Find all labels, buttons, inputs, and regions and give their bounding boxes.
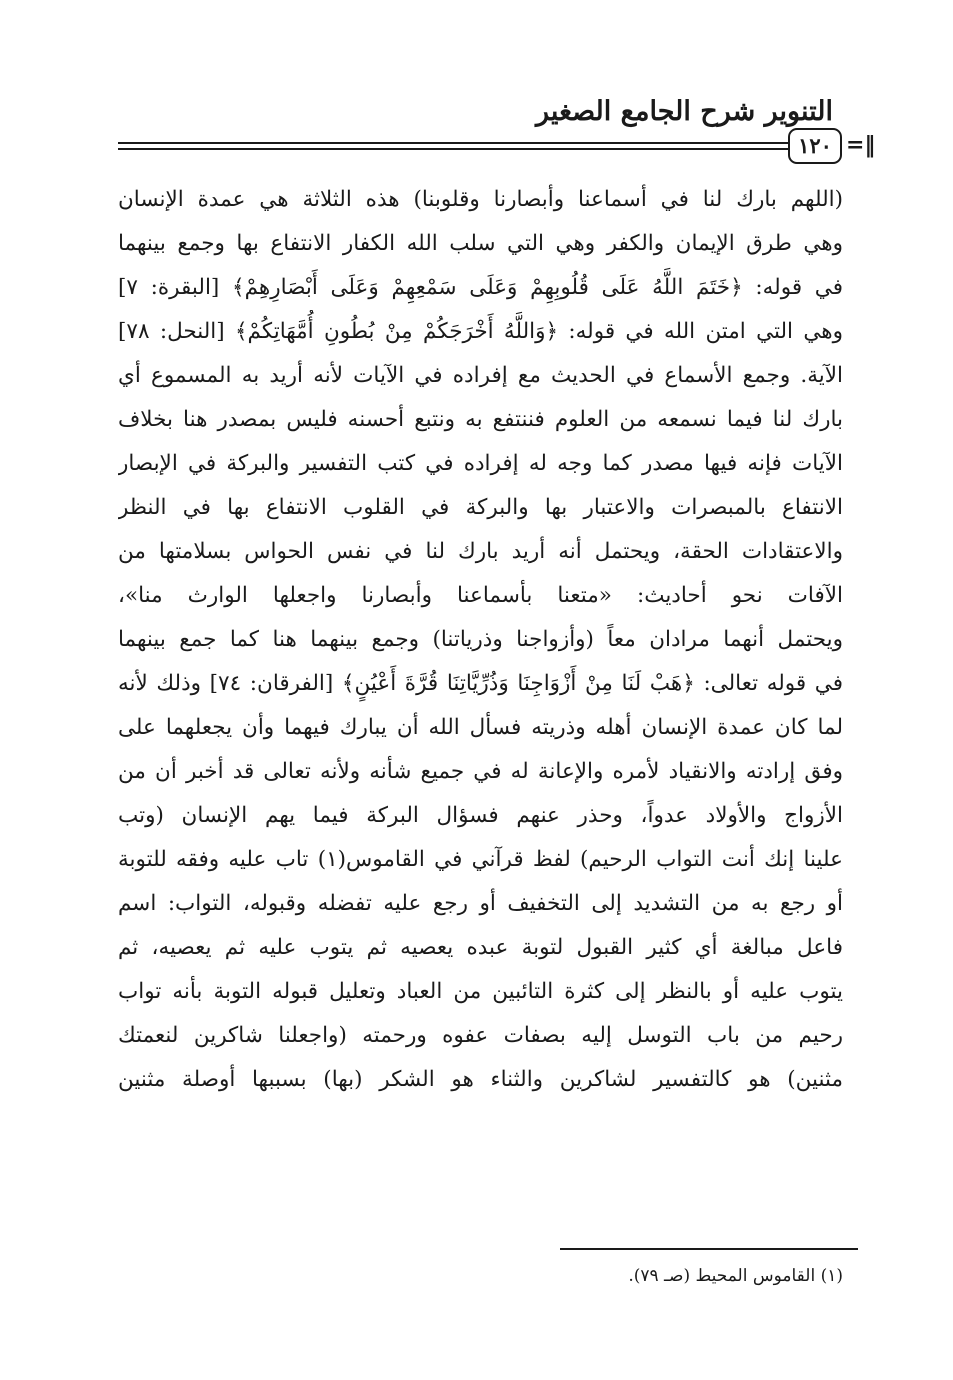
text-line: الانتفاع بالمبصرات والاعتبار بها والبركة في القلوب الانتفاع بها في النظر <box>118 495 843 520</box>
header-ornament: =‖ <box>846 132 876 158</box>
text-line: بارك لنا فيما نسمعه من العلوم فننتفع به ونتبع أحسنه فليس بمصدر هنا بخلاف <box>118 407 843 432</box>
text-line: الآيات فإنه فيها مصدر كما وجه له إفراده في كتب التفسير والبركة في الإبصار <box>118 451 843 476</box>
text-line: وهي طرق الإيمان والكفر وهي التي سلب الله الكفار الانتفاع بها وجمع بينهما <box>118 231 843 256</box>
text-line: وهي التي امتن الله في قوله: ﴿وَاللَّهُ أَخْرَجَكُمْ مِنْ بُطُونِ أُمَّهَاتِكُمْ﴾ [النحل: ٧٨] <box>118 319 843 344</box>
footnote-separator <box>560 1248 858 1250</box>
text-line: وفق إرادته والانقياد لأمره والإعانة له في جميع شأنه ولأنه تعالى قد أخبر أن من <box>118 759 843 784</box>
text-line: الآفات نحو أحاديث: «متعنا بأسماعنا وأبصارنا واجعلها الوارث منا»، <box>118 583 843 608</box>
text-line: في قوله: ﴿خَتَمَ اللَّهُ عَلَى قُلُوبِهِمْ وَعَلَى سَمْعِهِمْ وَعَلَى أَبْصَارِهِمْ﴾ [البقرة: ٧] <box>118 275 843 300</box>
text-line: في قوله تعالى: ﴿هَبْ لَنَا مِنْ أَزْوَاجِنَا وَذُرِّيَّاتِنَا قُرَّةَ أَعْيُنٍ﴾ [الفرقان: ٧٤] وذلك لأنه <box>118 671 843 696</box>
text-line: يتوب عليه أو بالنظر إلى كثرة التائبين من العباد وتعليل قبوله التوبة بأنه تواب <box>118 979 843 1004</box>
text-line: علينا إنك أنت التواب الرحيم) لفظ قرآني في القاموس(١) تاب عليه وفقه للتوبة <box>118 847 843 872</box>
text-line: لما كان عمدة الإنسان أهله وذريته فسأل الله أن يبارك فيهما وأن يجعلهما على <box>118 715 843 740</box>
text-line: الآية. وجمع الأسماع في الحديث مع إفراده في الآيات لأنه أريد به المسموع أي <box>118 363 843 388</box>
text-line: الأزواج والأولاد عدواً، وحذر عنهم فسؤال البركة فيما يهم الإنسان (وتب <box>118 803 843 828</box>
header-rule-bottom <box>118 148 790 150</box>
text-line: رحيم من باب التوسل إليه بصفات عفوه ورحمته (واجعلنا شاكرين لنعمتك <box>118 1023 843 1048</box>
header-rule-top <box>118 142 790 144</box>
footnote: (١) القاموس المحيط (صـ ٧٩). <box>628 1266 843 1286</box>
text-line: مثنين) هو كالتفسير لشاكرين والثناء هو الشكر (بها) بسببها أوصلة مثنين <box>118 1067 843 1092</box>
text-line: (اللهم بارك لنا في أسماعنا وأبصارنا وقلوبنا) هذه الثلاثة هي عمدة الإنسان <box>118 187 843 212</box>
text-line: والاعتقادات الحقة، ويحتمل أنه أريد بارك لنا في نفس الحواس بسلامتها من <box>118 539 843 564</box>
text-line: ويحتمل أنهما مرادان معاً (وأزواجنا وذرياتنا) وجمع بينهما هنا كما جمع بينهما <box>118 627 843 652</box>
running-header-title: التنوير شرح الجامع الصغير <box>536 96 833 127</box>
text-line: أو رجع به من التشديد إلى التخفيف أو رجع عليه تفضله وقبوله، التواب: اسم <box>118 891 843 916</box>
text-line: فاعل مبالغة أي كثير القبول لتوبة عبده يعصيه ثم يتوب عليه ثم يعصيه، ثم <box>118 935 843 960</box>
body-text <box>118 178 843 1102</box>
page-number: ١٢٠ <box>788 128 842 164</box>
